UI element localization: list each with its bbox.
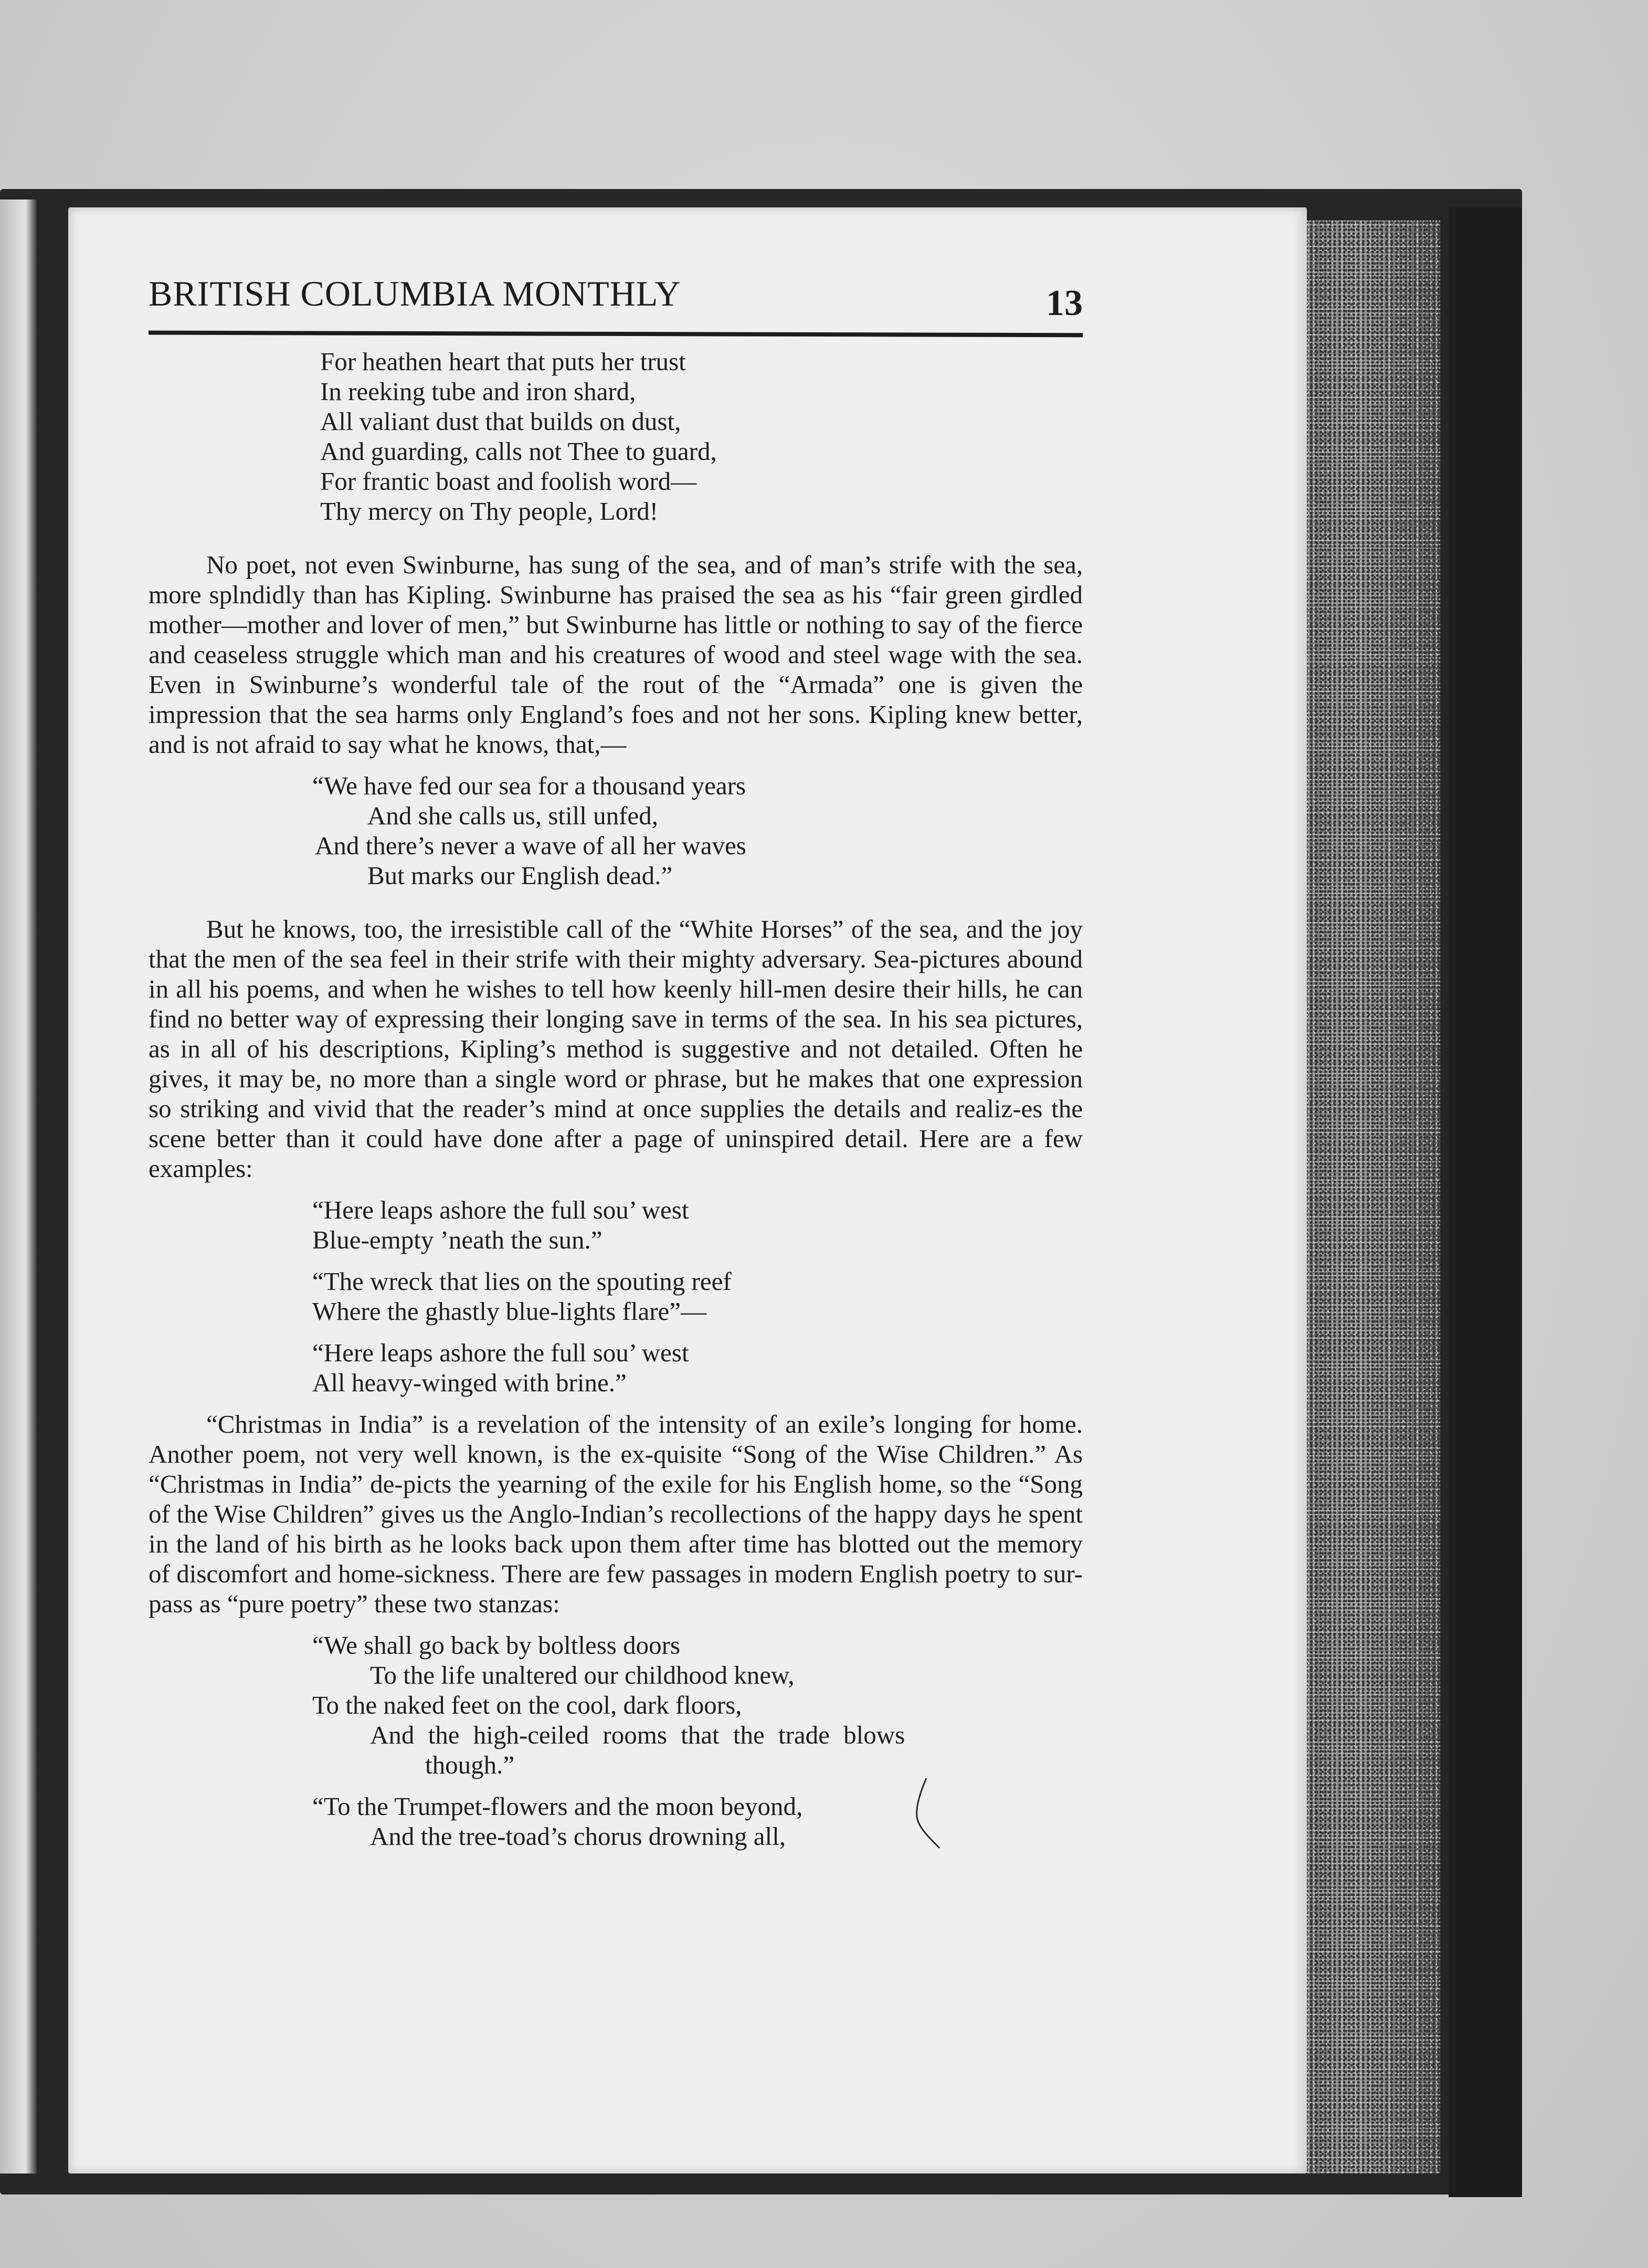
article-body — [149, 346, 1083, 1851]
verse-line: Where the ghastly blue-lights flare”— — [312, 1297, 707, 1326]
example-2 — [149, 1266, 1083, 1326]
verse-line: And there’s never a wave of all her waves — [315, 831, 746, 860]
verse-stanza-2 — [149, 1630, 1083, 1780]
verse-line: And the tree-toad’s chorus drowning all, — [370, 1822, 786, 1851]
verse-line: And the high-ceiled rooms that the trade blows — [370, 1720, 905, 1749]
verse-quote-1 — [149, 771, 1083, 890]
verse-stanza-3 — [149, 1791, 1083, 1851]
header-rule — [149, 331, 1083, 338]
verse-line: “We shall go back by boltless doors — [312, 1631, 680, 1660]
verse-line: Blue-empty ’neath the sun.” — [312, 1225, 603, 1254]
paragraph-3: “Christmas in India” is a revelation of the intensity of an exile’s longing for home. Another poem, not very well known, is the ex-quisite “Song of the Wise Children.” As “Christmas in India” de-picts the yearning of the exile for his English home, so the “Song of the Wise Children” gives us the Anglo-Indian’s recollections of the happy days he spent in the land of his birth as he looks back upon them after time has blotted out the memory of discomfort and home-sickness. There are few passages in modern English poetry to sur-pass as “pure poetry” these two stanzas: — [149, 1410, 1083, 1618]
verse-line: “The wreck that lies on the spouting reef — [312, 1267, 732, 1296]
verse-line: “Here leaps ashore the full sou’ west — [312, 1195, 689, 1224]
paragraph-1: No poet, not even Swinburne, has sung of the sea, and of man’s strife with the sea, more splndidly than has Kipling. Swinburne has praised the sea as his “fair green girdled mother—mother and lover of men,” but Swinburne has little or nothing to say of the fierce and ceaseless struggle which man and his creatures of wood and steel wage with the sea. Even in Swinburne’s wonderful tale of the rout of the “Armada” one is given the impression that the sea harms only England’s foes and not her sons. Kipling knew better, and is not afraid to say what he knows, that,— — [149, 550, 1083, 759]
verse-line: “We have fed our sea for a thousand years — [312, 771, 746, 800]
verse-line: For frantic boast and foolish word— — [320, 467, 697, 496]
pencil-mark — [911, 1777, 942, 1851]
book-cover-edge — [1449, 207, 1522, 2197]
page-block-edge — [1296, 220, 1440, 2174]
verse-stanza-1 — [149, 346, 1083, 526]
verse-line: All heavy-winged with brine.” — [312, 1368, 627, 1397]
verse-line: Thy mercy on Thy people, Lord! — [320, 497, 659, 526]
verse-line: But marks our English dead.” — [367, 861, 673, 890]
verse-line: “To the Trumpet-flowers and the moon beyond, — [312, 1792, 803, 1821]
verse-line: In reeking tube and iron shard, — [320, 377, 636, 406]
page-number: 13 — [1046, 283, 1083, 323]
example-3 — [149, 1338, 1083, 1398]
facing-page-edge — [0, 200, 37, 2174]
verse-line: “Here leaps ashore the full sou’ west — [312, 1338, 689, 1367]
verse-line: though.” — [425, 1750, 515, 1779]
verse-line: All valiant dust that builds on dust, — [320, 407, 681, 436]
running-header — [149, 273, 1083, 341]
verse-line: For heathen heart that puts her trust — [320, 347, 686, 376]
verse-line: To the naked feet on the cool, dark floors, — [312, 1690, 742, 1719]
paragraph-2: But he knows, too, the irresistible call of the “White Horses” of the sea, and the joy that the men of the sea feel in their strife with their mighty adversary. Sea-pictures abound in all his poems, and when he wishes to tell how keenly hill-men desire their hills, he can find no better way of expressing their longing save in terms of the sea. In his sea pictures, as in all of his descriptions, Kipling’s method is suggestive and not detailed. Often he gives, it may be, no more than a single word or phrase, but he makes that one expression so striking and vivid that the reader’s mind at once supplies the details and realiz-es the scene better than it could have done after a page of uninspired detail. Here are a few examples: — [149, 915, 1083, 1183]
journal-title: BRITISH COLUMBIA MONTHLY — [149, 274, 681, 313]
verse-line: To the life unaltered our childhood knew, — [370, 1661, 795, 1689]
example-1 — [149, 1195, 1083, 1255]
verse-line: And she calls us, still unfed, — [367, 801, 658, 830]
verse-line: And guarding, calls not Thee to guard, — [320, 437, 717, 466]
